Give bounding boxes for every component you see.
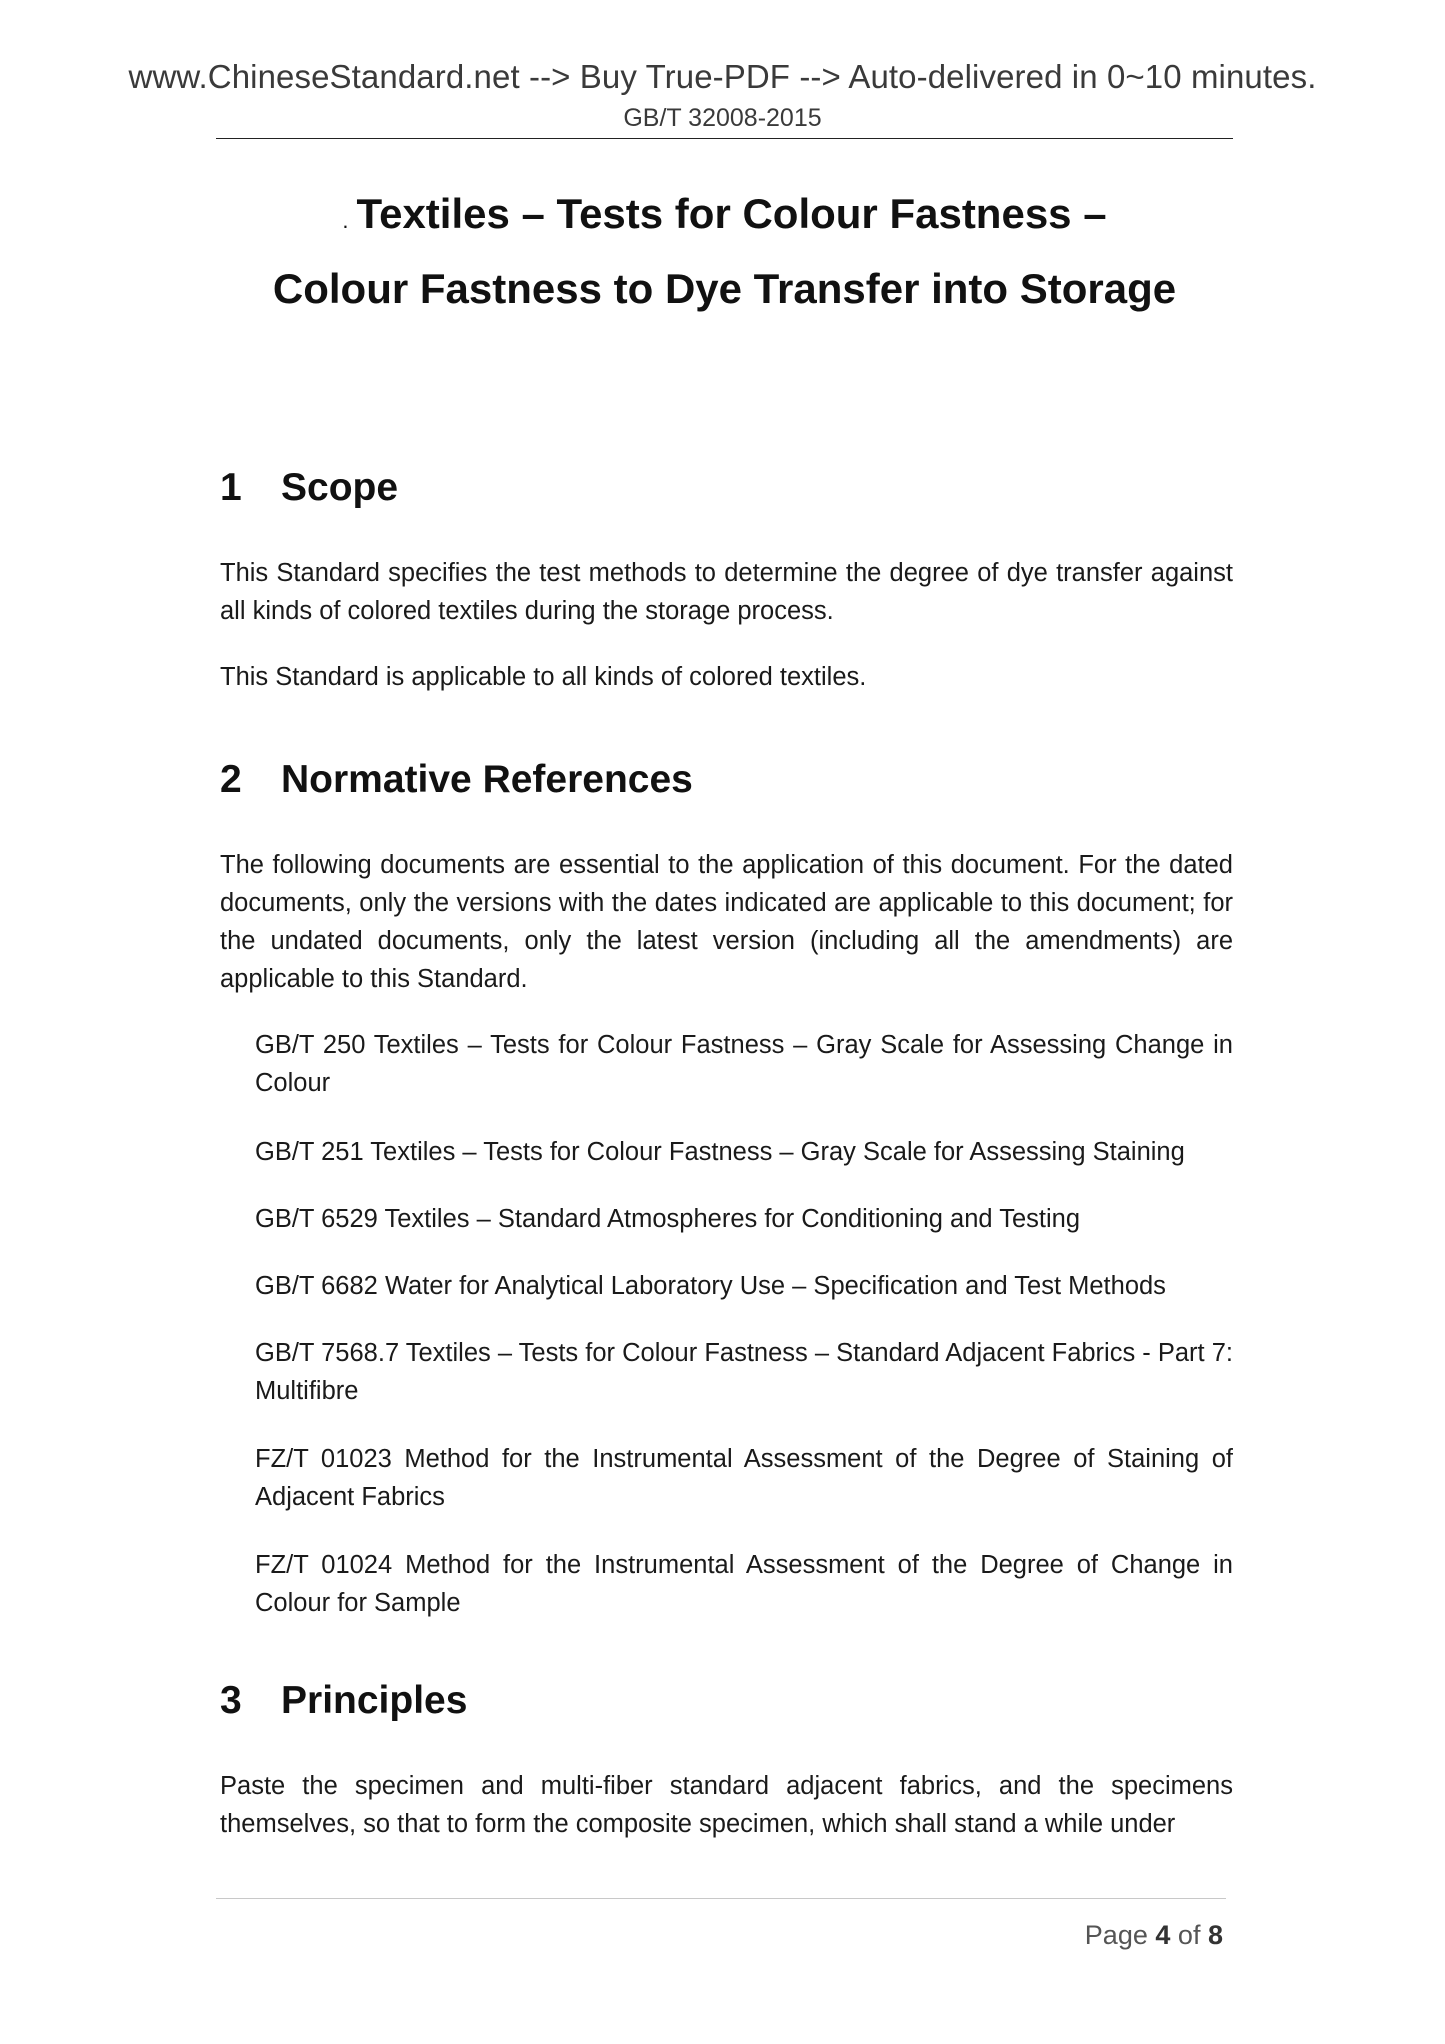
reference-item: GB/T 6682 Water for Analytical Laboratory Use – Specification and Test Methods bbox=[255, 1272, 1166, 1300]
document-code: GB/T 32008-2015 bbox=[623, 104, 822, 132]
section-heading-normative-references bbox=[220, 758, 693, 802]
normative-intro-paragraph: The following documents are essential to the application of this document. For the dated documents, only the versions with the dates indicated are applicable to this document; for the undated documents, only the latest version (including all the amendments) are applicable to this Standard. bbox=[220, 851, 1233, 993]
section-number: 3 bbox=[220, 1679, 242, 1722]
page-current: 4 bbox=[1155, 1920, 1171, 1950]
reference-item: FZ/T 01024 Method for the Instrumental Assessment of the Degree of Change in Colour for Sample bbox=[255, 1551, 1233, 1617]
section-title: Normative References bbox=[281, 758, 693, 801]
scope-paragraph-1: This Standard specifies the test methods to determine the degree of dye transfer against all kinds of colored textiles during the storage process. bbox=[220, 559, 1233, 625]
header-divider bbox=[216, 138, 1233, 139]
footer-divider bbox=[216, 1898, 1226, 1899]
title-line-1-text: Textiles – Tests for Colour Fastness – bbox=[356, 190, 1107, 237]
reference-item: GB/T 251 Textiles – Tests for Colour Fastness – Gray Scale for Assessing Staining bbox=[255, 1138, 1185, 1166]
reference-item: GB/T 7568.7 Textiles – Tests for Colour Fastness – Standard Adjacent Fabrics - Part 7: Multifibre bbox=[255, 1339, 1233, 1405]
page-of: of bbox=[1177, 1920, 1201, 1950]
section-heading-principles bbox=[220, 1679, 467, 1723]
principles-paragraph-1: Paste the specimen and multi-fiber standard adjacent fabrics, and the specimens themselves, so that to form the composite specimen, which shall stand a while under bbox=[220, 1772, 1233, 1838]
section-number: 2 bbox=[220, 758, 242, 801]
reference-item: GB/T 250 Textiles – Tests for Colour Fastness – Gray Scale for Assessing Change in Colour bbox=[255, 1031, 1233, 1097]
reference-item: FZ/T 01023 Method for the Instrumental Assessment of the Degree of Staining of Adjacent Fabrics bbox=[255, 1445, 1233, 1511]
section-heading-scope bbox=[220, 466, 398, 510]
document-title-line-2: Colour Fastness to Dye Transfer into Storage bbox=[272, 265, 1177, 312]
section-title: Scope bbox=[281, 466, 399, 509]
scope-paragraph-2: This Standard is applicable to all kinds of colored textiles. bbox=[220, 663, 867, 691]
section-title: Principles bbox=[281, 1679, 468, 1722]
page-number bbox=[1085, 1920, 1223, 1951]
page-prefix: Page bbox=[1084, 1920, 1148, 1950]
document-title-line-1 bbox=[216, 190, 1233, 238]
source-banner: www.ChineseStandard.net --> Buy True-PDF --> Auto-delivered in 0~10 minutes. bbox=[128, 58, 1317, 95]
section-number: 1 bbox=[220, 466, 242, 509]
page-total: 8 bbox=[1207, 1920, 1223, 1950]
reference-item: GB/T 6529 Textiles – Standard Atmospheres for Conditioning and Testing bbox=[255, 1205, 1081, 1233]
title-dot: . bbox=[342, 208, 349, 233]
